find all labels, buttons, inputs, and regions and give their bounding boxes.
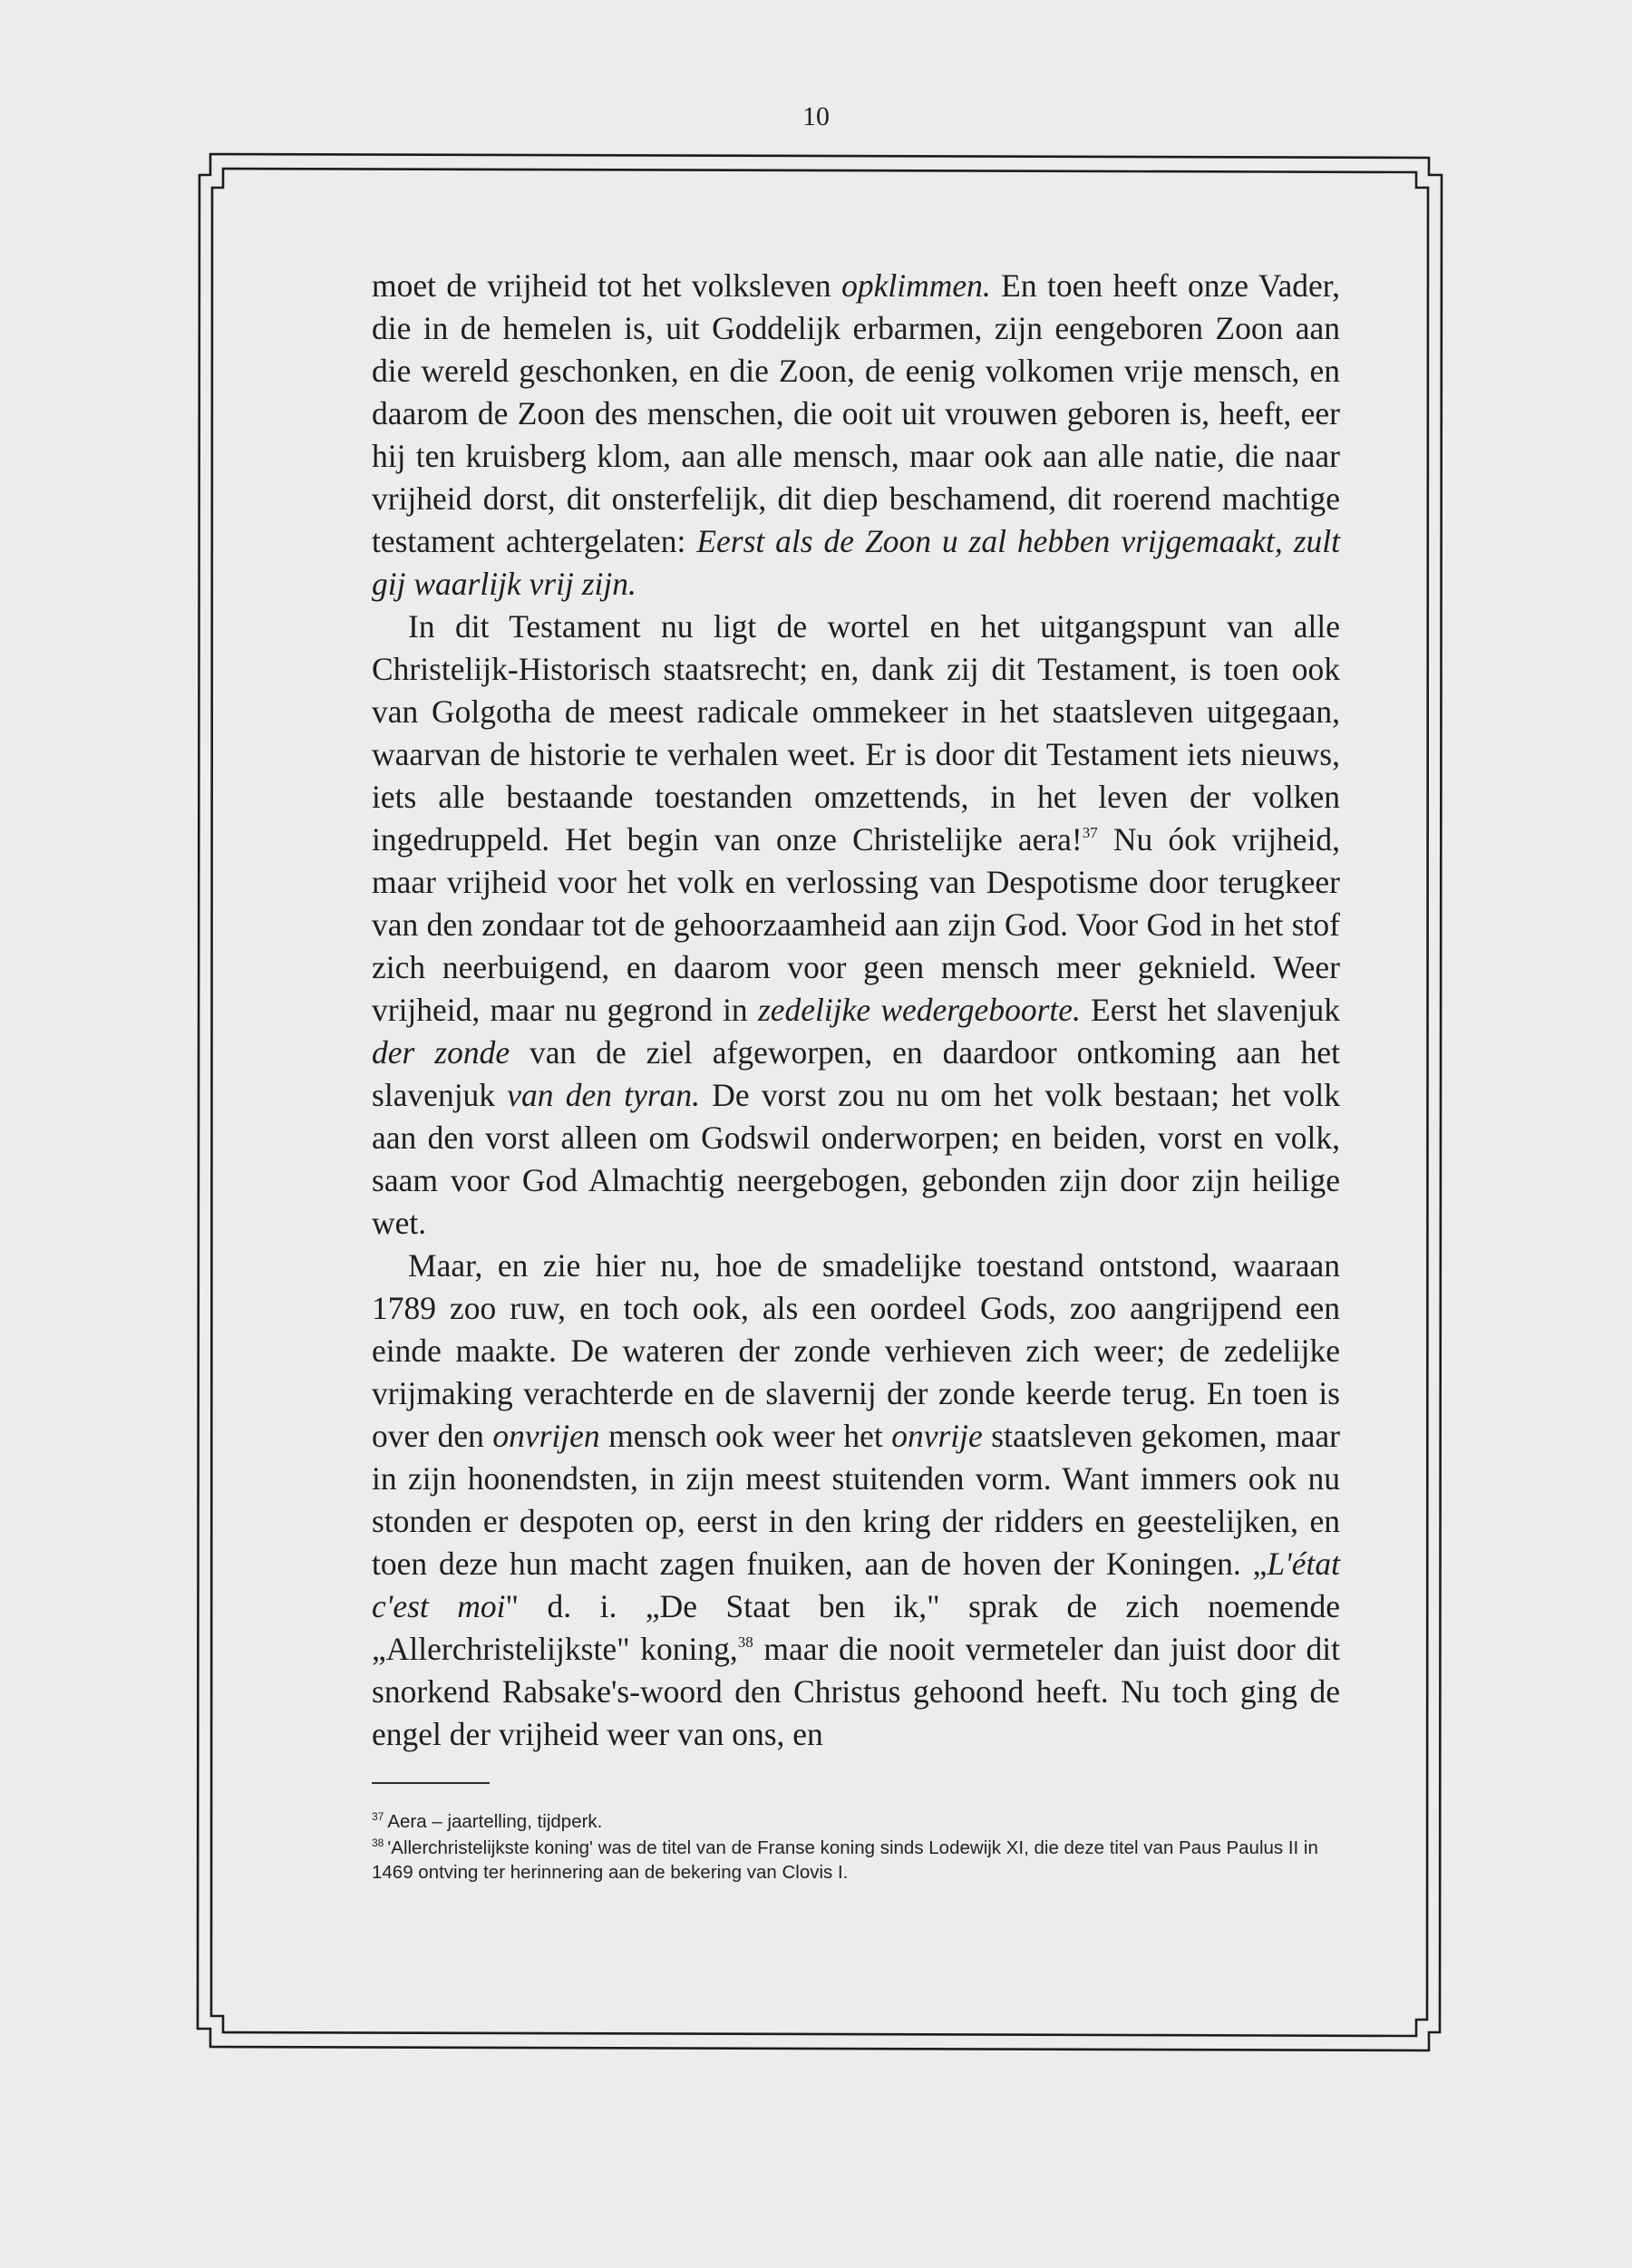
paragraph	[372, 265, 1340, 606]
paragraph	[372, 606, 1340, 1245]
main-text	[372, 265, 1340, 1756]
text-run: Nu óok vrijheid, maar vrijheid voor het volk en verlossing van Despotisme door terugkeer van den zondaar tot de gehoorzaamheid aan zijn God. Voor God in het stof zich neerbuigend, en daarom voor geen mensch meer geknield. Weer vrijheid, maar nu gegrond in	[372, 821, 1341, 1028]
footnote-divider	[372, 1782, 490, 1784]
text-run: mensch ook weer het	[599, 1418, 892, 1454]
footnote-number: 38	[372, 1837, 384, 1849]
footnote-reference: 38	[737, 1633, 753, 1651]
text-run: Eerst het slavenjuk	[1080, 992, 1340, 1028]
text-run: " d. i. „De Staat ben ik," sprak de zich noemende „Allerchristelijkste" koning,	[372, 1588, 1340, 1667]
text-run: De vorst zou nu om het volk bestaan; het volk aan den vorst alleen om Godswil onderworpen; en beiden, vorst en volk, saam voor God Almachtig neergebogen, gebonden zijn door zijn heilige wet.	[372, 1077, 1340, 1241]
italic-text: onvrije	[891, 1418, 983, 1454]
footnote-reference: 37	[1082, 824, 1098, 841]
footnote-number: 37	[372, 1810, 384, 1823]
footnote	[372, 1836, 1351, 1885]
footnote-text: Aera – jaartelling, tijdperk.	[387, 1811, 603, 1832]
text-run: Maar, en zie hier nu, hoe de smadelijke toestand ontstond, waaraan 1789 zoo ruw, en toch ook, als een oordeel Gods, zoo aangrijpend een einde maakte. De wateren der zonde verhieven zich weer; de zedelijke vrijmaking verachterde en de slavernij der zonde keerde terug. En toen is over den	[372, 1247, 1340, 1454]
text-run: van de ziel afgeworpen, en daardoor ontkoming aan het slavenjuk	[372, 1034, 1340, 1113]
text-run: staatsleven gekomen, maar in zijn hoonendsten, in zijn meest stuitenden vorm. Want immers ook nu stonden er despoten op, eerst in den kring der ridders en geestelijken, en toen deze hun macht zagen fnuiken, aan de hoven der Koningen. „	[372, 1418, 1340, 1582]
italic-text: zedelijke wedergeboorte.	[757, 992, 1081, 1028]
text-run: In dit Testament nu ligt de wortel en het uitgangspunt van alle Christelijk-Historisch staatsrecht; en, dank zij dit Testament, is toen ook van Golgotha de meest radicale ommekeer in het staatsleven uitgegaan, waarvan de historie te verhalen weet. Er is door dit Testament iets nieuws, iets alle bestaande toestanden omzettends, in het leven der volken ingedruppeld. Het begin van onze Christelijke aera!	[372, 608, 1340, 858]
italic-text: der zonde	[372, 1034, 510, 1071]
italic-text: opklimmen.	[841, 267, 991, 304]
text-run: moet de vrijheid tot het volksleven	[372, 267, 842, 304]
paragraph	[372, 1245, 1340, 1756]
italic-text: van den tyran.	[507, 1077, 701, 1113]
footnote	[372, 1809, 1351, 1834]
footnotes	[372, 1809, 1351, 1886]
italic-text: Eerst als de Zoon u zal hebben vrijgemaakt, zult gij waarlijk vrij zijn.	[372, 523, 1340, 602]
page-number: 10	[802, 102, 830, 131]
italic-text: onvrijen	[492, 1418, 600, 1454]
footnote-text: 'Allerchristelijkste koning' was de titel van de Franse koning sinds Lodewijk XI, die deze titel van Paus Paulus II in 1469 ontving ter herinnering aan de bekering van Clovis I.	[372, 1837, 1318, 1883]
text-run: En toen heeft onze Vader, die in de hemelen is, uit Goddelijk erbarmen, zijn eengeboren Zoon aan die wereld geschonken, en die Zoon, de eenig volkomen vrije mensch, en daarom de Zoon des menschen, die ooit uit vrouwen geboren is, heeft, eer hij ten kruisberg klom, aan alle mensch, maar ook aan alle natie, die naar vrijheid dorst, dit onsterfelijk, dit diep beschamend, dit roerend machtige testament achtergelaten:	[372, 267, 1340, 559]
italic-text: L'état c'est moi	[372, 1546, 1340, 1624]
text-run: maar die nooit vermeteler dan juist door dit snorkend Rabsake's-woord den Christus gehoond heeft. Nu toch ging de engel der vrijheid weer van ons, en	[372, 1631, 1340, 1752]
